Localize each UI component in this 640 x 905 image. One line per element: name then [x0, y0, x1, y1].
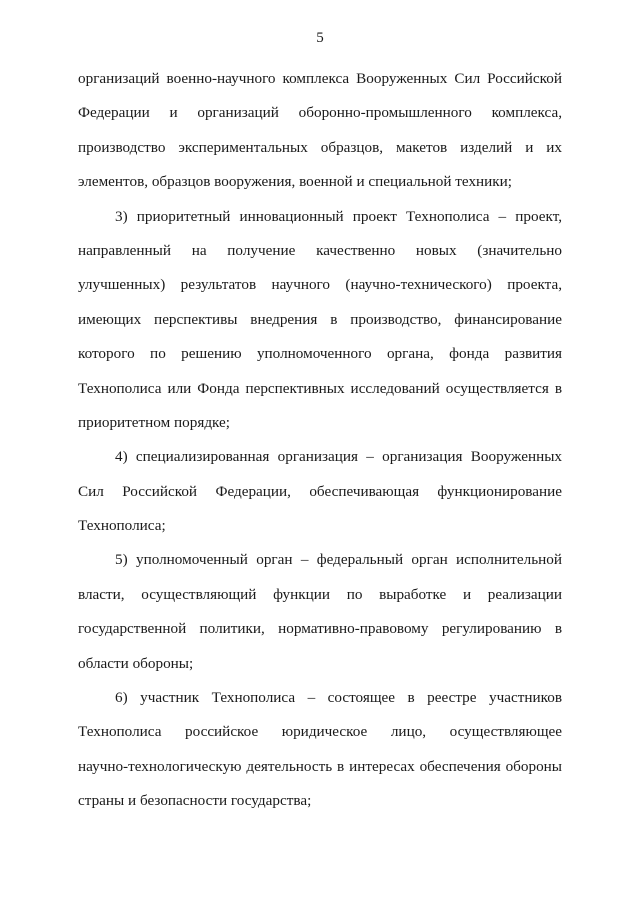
text-line: Технополиса или Фонда перспективных исследований осуществляется в	[78, 379, 562, 397]
paragraph-item-6	[78, 689, 562, 827]
text-line: области обороны;	[78, 654, 194, 672]
text-line: которого по решению уполномоченного органа, фонда развития	[78, 345, 562, 363]
text-line: Сил Российской Федерации, обеспечивающая функционирование	[78, 482, 562, 500]
text-line: Федерации и организаций оборонно-промышленного комплекса,	[78, 104, 562, 122]
text-line: улучшенных) результатов научного (научно-технического) проекта,	[78, 276, 562, 294]
text-line: приоритетном порядке;	[78, 413, 231, 431]
paragraph-item-5	[78, 551, 562, 689]
text-line: 6) участник Технополиса – состоящее в реестре участников	[115, 689, 562, 707]
text-line: власти, осуществляющий функции по выработке и реализации	[78, 585, 562, 603]
text-line: направленный на получение качественно новых (значительно	[78, 241, 562, 259]
text-line: Технополиса;	[78, 517, 166, 535]
text-line: элементов, образцов вооружения, военной и специальной техники;	[78, 173, 513, 191]
text-line: имеющих перспективы внедрения в производство, финансирование	[78, 310, 562, 328]
text-line: государственной политики, нормативно-правовому регулированию в	[78, 620, 562, 638]
page-number: 5	[316, 30, 324, 46]
text-line: 3) приоритетный инновационный проект Технополиса – проект,	[115, 207, 562, 225]
text-line: 5) уполномоченный орган – федеральный орган исполнительной	[115, 551, 562, 569]
paragraph-continuation	[78, 70, 562, 208]
text-line: Технополиса российское юридическое лицо, осуществляющее	[78, 723, 562, 741]
document-body	[78, 70, 562, 827]
text-line: страны и безопасности государства;	[78, 792, 312, 810]
text-line: производство экспериментальных образцов, макетов изделий и их	[78, 138, 562, 156]
paragraph-item-4	[78, 448, 562, 551]
paragraph-item-3	[78, 208, 562, 449]
text-line: научно-технологическую деятельность в интересах обеспечения обороны	[78, 757, 562, 775]
text-line: 4) специализированная организация – организация Вооруженных	[115, 448, 562, 466]
text-line: организаций военно-научного комплекса Вооруженных Сил Российской	[78, 70, 562, 87]
